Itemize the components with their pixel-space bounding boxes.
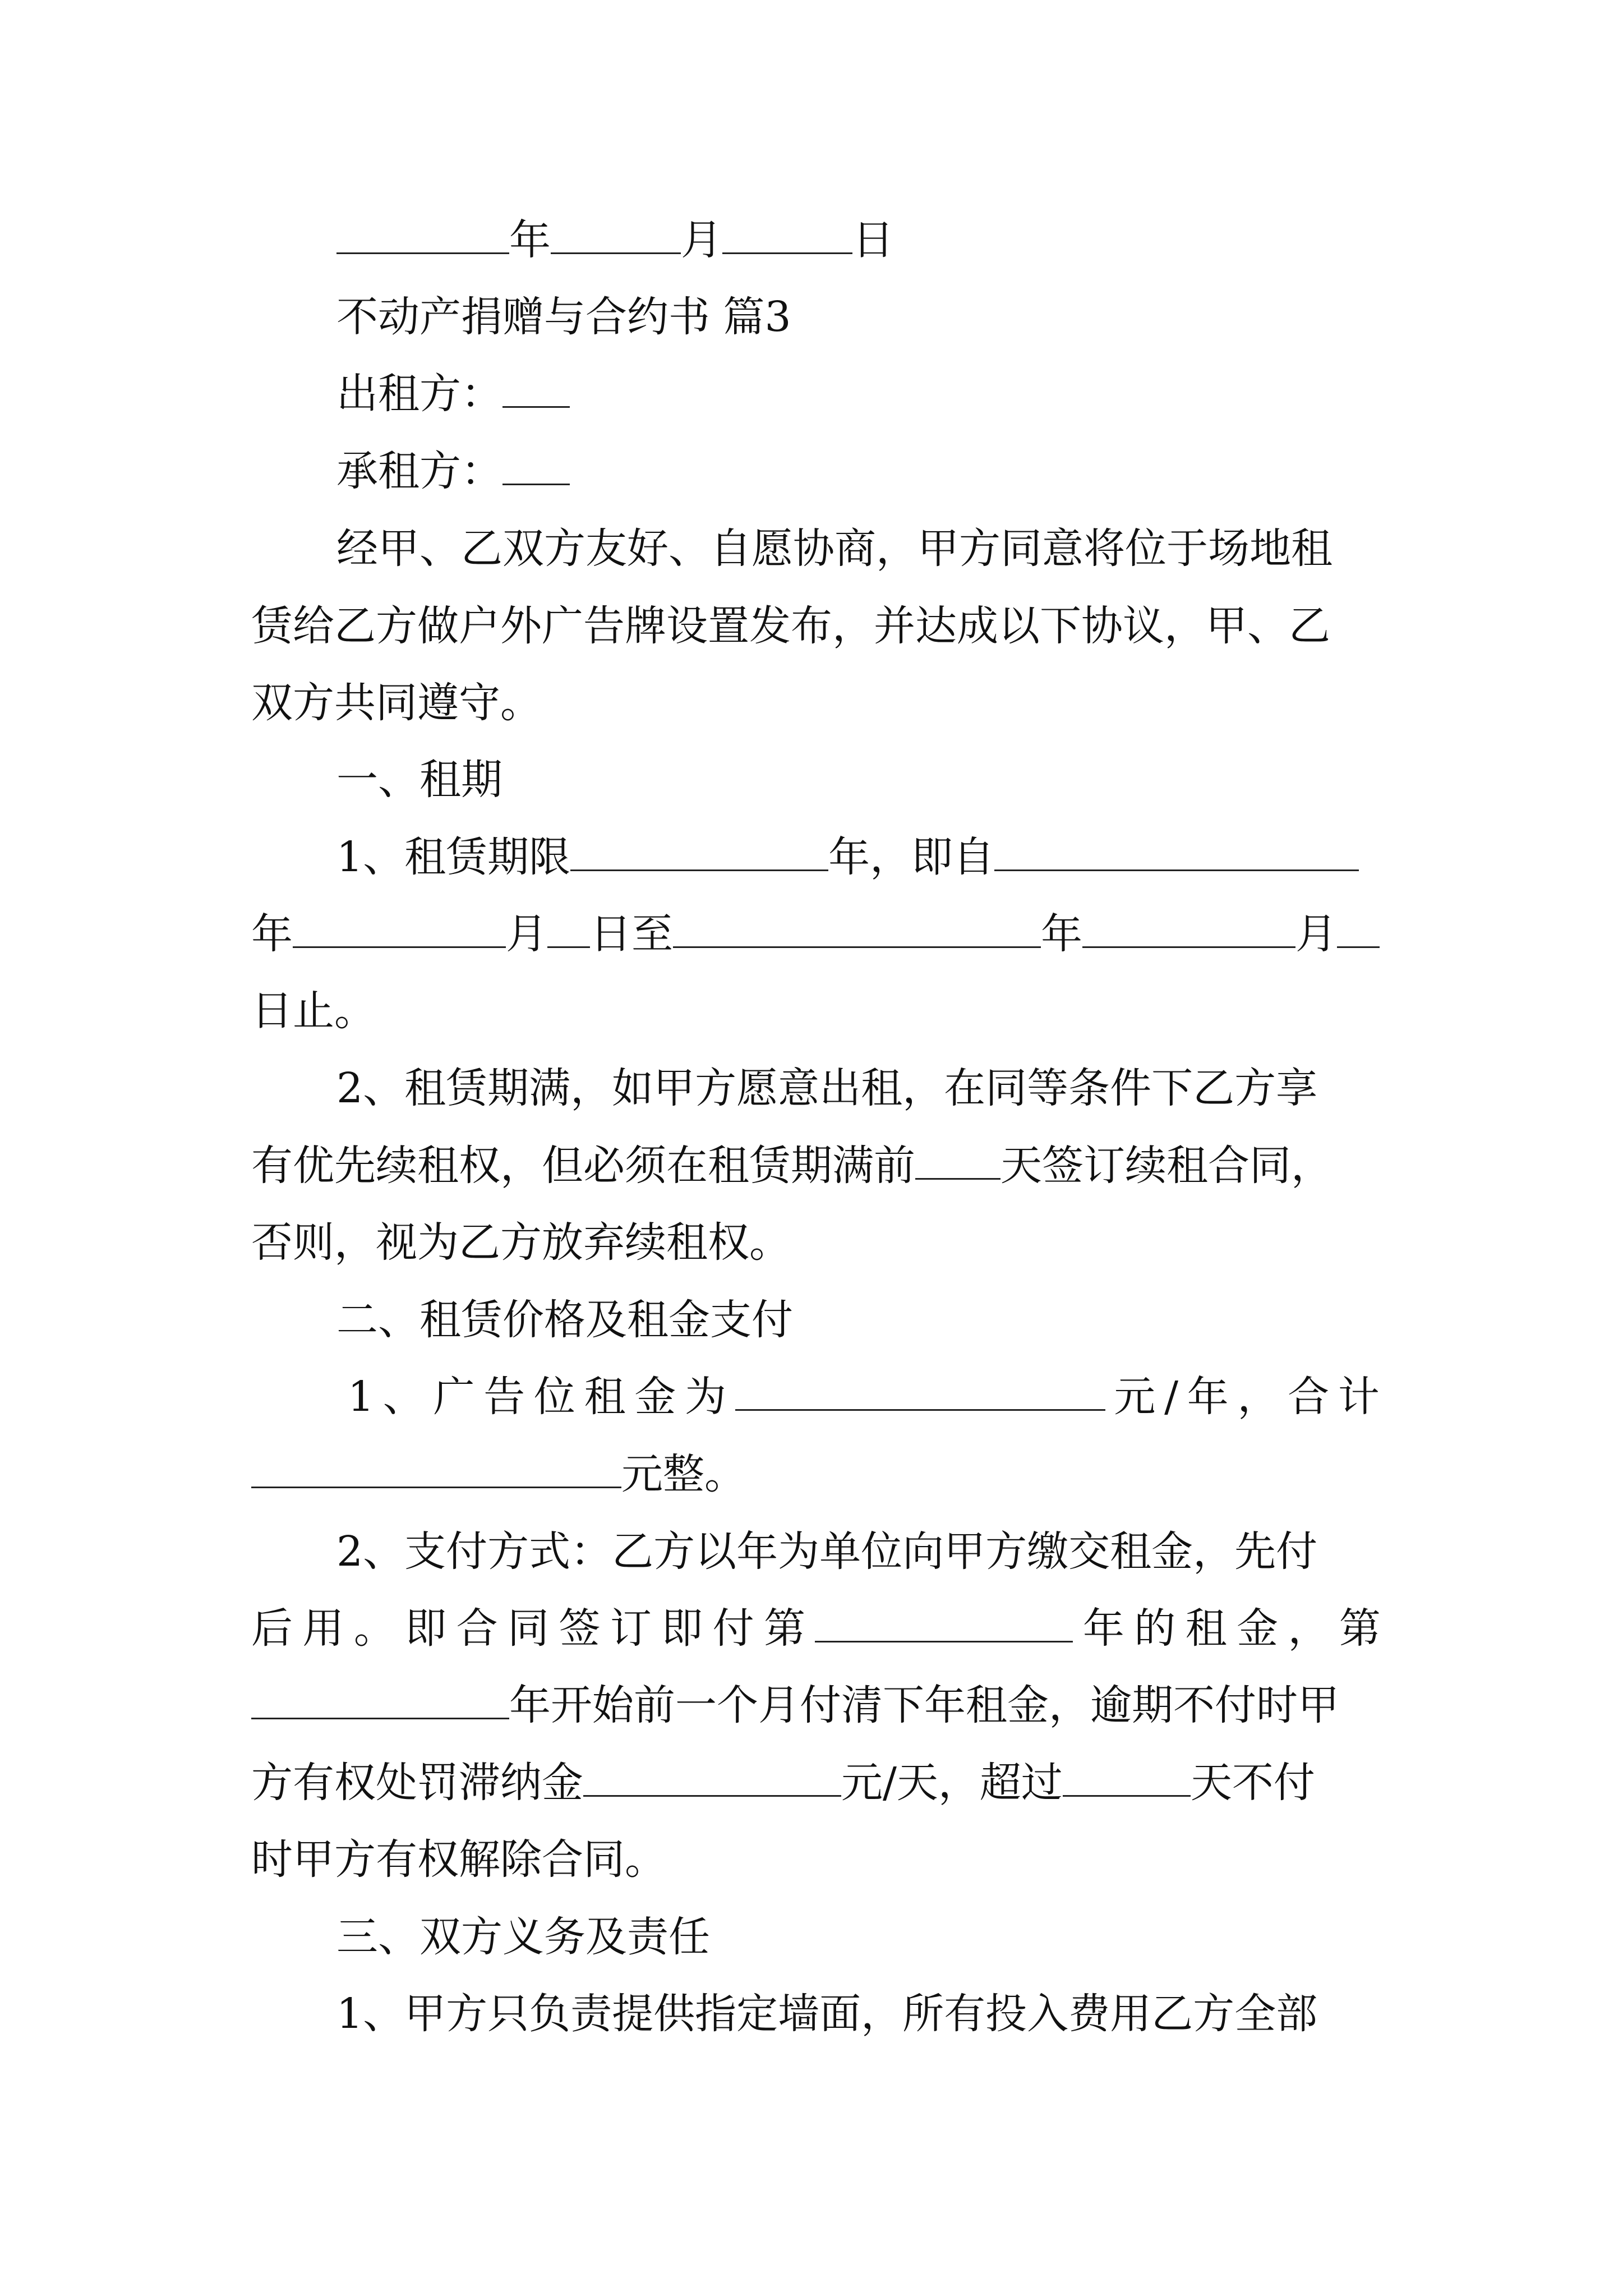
- lessee-label: 承租方：: [336, 447, 502, 495]
- s1-item1-line3: 日止。: [251, 987, 376, 1035]
- start-day-blank: [547, 912, 590, 948]
- s2-item2-line3: [251, 1677, 1339, 1733]
- overdue-text: 天不付: [1190, 1759, 1315, 1807]
- s1-item2-line2: [251, 1138, 1332, 1194]
- char: 、: [382, 1373, 425, 1421]
- s2-item2-line2: [251, 1600, 1381, 1657]
- month-blank: [551, 218, 681, 254]
- start-year-label: 年: [251, 910, 293, 958]
- char: ，: [1288, 1604, 1330, 1653]
- s2-item2-line4: [251, 1755, 1315, 1811]
- end-day-blank: [1337, 912, 1380, 948]
- intro-line-3: 双方共同遵守。: [251, 679, 542, 727]
- date-line: [336, 212, 894, 268]
- year-blank: [336, 218, 509, 254]
- char: 金: [634, 1373, 676, 1421]
- lessor-line: [336, 366, 570, 422]
- lessee-blank: [502, 449, 570, 485]
- late-fee-unit: 元/天，超过: [841, 1759, 1063, 1807]
- lessor-label: 出租方：: [336, 370, 502, 418]
- s1-item2-line3: 否则，视为乙方放弃续租权。: [251, 1218, 791, 1267]
- char: ，: [1237, 1373, 1279, 1421]
- char: 第: [764, 1604, 806, 1653]
- start-day-label: 日至: [590, 910, 673, 958]
- year-label: 年: [509, 216, 551, 264]
- lessor-blank: [502, 371, 570, 408]
- day-label: 日: [852, 216, 894, 264]
- total-amount-blank: [251, 1452, 621, 1488]
- late-fee-text: 方有权处罚滞纳金: [251, 1759, 583, 1807]
- char: 付: [712, 1604, 754, 1653]
- char: 广: [433, 1373, 475, 1421]
- char: 金: [1237, 1604, 1279, 1653]
- renewal-days-blank: [915, 1143, 1000, 1180]
- char: 订: [610, 1604, 652, 1653]
- char: 租: [584, 1373, 626, 1421]
- lease-term-label: 1、租赁期限: [336, 833, 571, 881]
- overdue-days-blank: [1063, 1760, 1191, 1797]
- char: 元: [1114, 1373, 1156, 1421]
- late-fee-blank: [583, 1760, 841, 1797]
- char: 年: [1187, 1373, 1229, 1421]
- section3-heading: 三、双方义务及责任: [336, 1913, 710, 1961]
- start-year-blank: [994, 835, 1359, 871]
- month-label: 月: [681, 216, 722, 264]
- s2-item2-line5: 时甲方有权解除合同。: [251, 1835, 666, 1884]
- renewal-text: 有优先续租权，但必须在租赁期满前: [251, 1142, 915, 1190]
- intro-line-1: 经甲、乙双方友好、自愿协商，甲方同意将位于场地租: [336, 524, 1332, 573]
- end-month-blank: [1082, 912, 1295, 948]
- end-year-label: 年: [1041, 910, 1082, 958]
- end-month-label: 月: [1295, 910, 1337, 958]
- s1-item1-line2: [251, 906, 1380, 962]
- char: 1: [348, 1373, 375, 1421]
- start-month-blank: [293, 912, 506, 948]
- lease-years-blank: [570, 835, 828, 871]
- char: 即: [405, 1604, 447, 1653]
- s3-item1-line1: 1、甲方只负责提供指定墙面，所有投入费用乙方全部: [336, 1990, 1318, 2038]
- char: /: [1164, 1373, 1179, 1421]
- start-month-label: 月: [506, 910, 547, 958]
- char: 合: [1288, 1373, 1330, 1421]
- section2-heading: 二、租赁价格及租金支付: [336, 1296, 793, 1344]
- char: 为: [685, 1373, 727, 1421]
- char: 年: [1082, 1604, 1124, 1653]
- char: 计: [1338, 1373, 1380, 1421]
- char: 用: [302, 1604, 344, 1653]
- s1-item2-line1: 2、租赁期满，如甲方愿意出租，在同等条件下乙方享: [336, 1064, 1318, 1112]
- rent-amount-blank: [735, 1374, 1105, 1411]
- char: 第: [1339, 1604, 1381, 1653]
- day-blank: [722, 218, 852, 254]
- intro-line-2: 赁给乙方做户外广告牌设置发布，并达成以下协议，甲、乙: [251, 602, 1330, 650]
- s2-item2-line1: 2、支付方式：乙方以年为单位向甲方缴交租金，先付: [336, 1527, 1318, 1576]
- first-year-blank: [815, 1606, 1073, 1642]
- lessee-line: [336, 443, 570, 499]
- lease-years-suffix: 年，即自: [828, 833, 995, 881]
- renewal-text-2: 天签订续租合同，: [1000, 1142, 1332, 1190]
- char: 的: [1134, 1604, 1176, 1653]
- char: 即: [661, 1604, 703, 1653]
- char: 同: [508, 1604, 550, 1653]
- document-title: 不动产捐赠与合约书 篇3: [336, 293, 791, 341]
- section1-heading: 一、租期: [336, 756, 502, 804]
- char: 。: [353, 1604, 395, 1653]
- char: 签: [559, 1604, 601, 1653]
- char: 告: [483, 1373, 525, 1421]
- char: 租: [1185, 1604, 1227, 1653]
- payment-text: 年开始前一个月付清下年租金，逾期不付时甲: [509, 1681, 1339, 1729]
- s1-item1-line1: [336, 829, 1359, 885]
- char: 位: [533, 1373, 575, 1421]
- char: 合: [456, 1604, 498, 1653]
- end-year-blank: [673, 912, 1041, 948]
- next-year-blank: [251, 1683, 509, 1719]
- total-suffix: 元整。: [621, 1450, 746, 1498]
- s2-item1-line1: [348, 1369, 1380, 1425]
- s2-item1-line2: [251, 1446, 746, 1502]
- char: 后: [251, 1604, 293, 1653]
